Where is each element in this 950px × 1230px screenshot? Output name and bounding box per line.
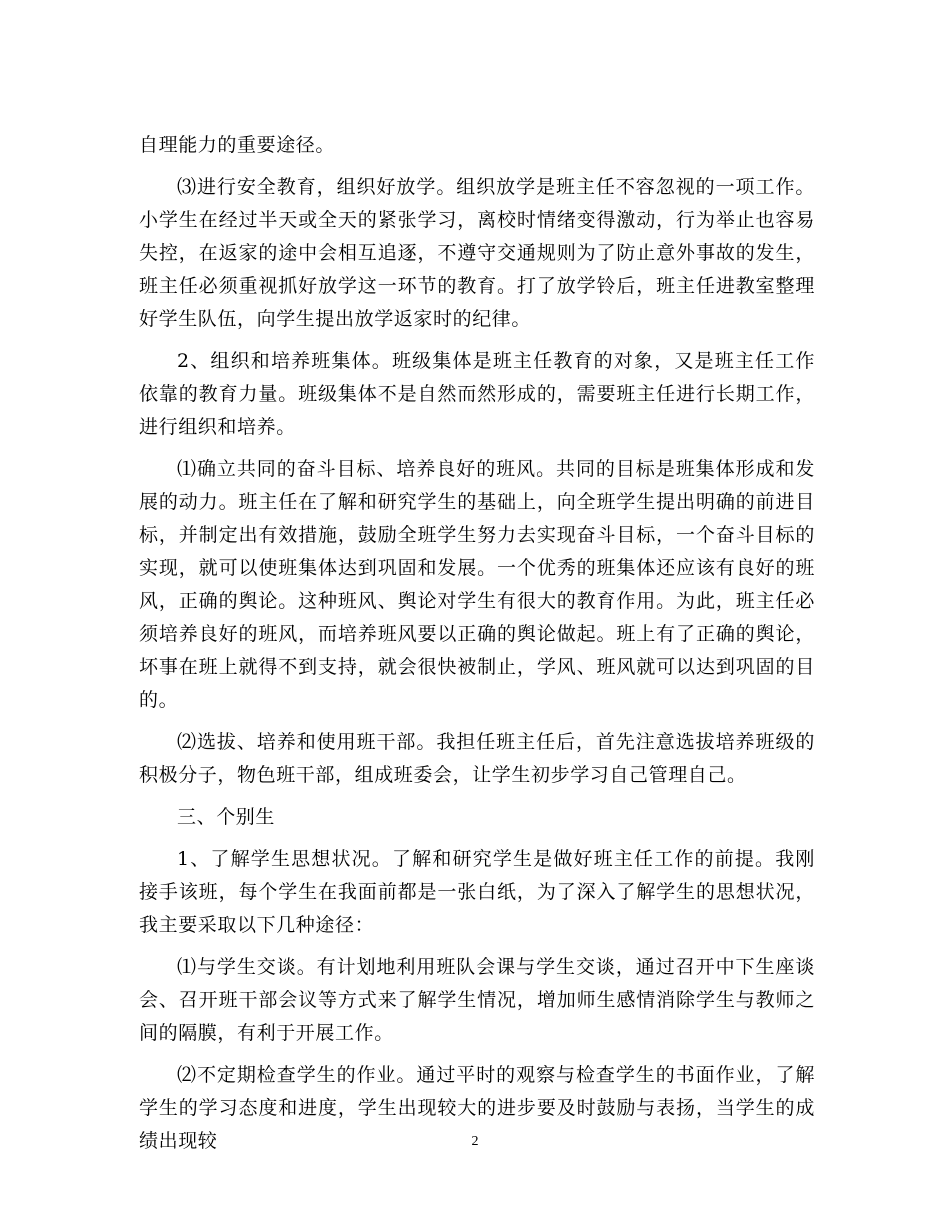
paragraph-5: ⑵选拔、培养和使用班干部。我担任班主任后，首先注意选拔培养班级的积极分子，物色班干部，组成班委会，让学生初步学习自己管理自己。 <box>139 731 815 786</box>
document-body <box>139 129 815 1167</box>
paragraph-8: ⑴与学生交谈。有计划地利用班队会课与学生交谈，通过召开中下生座谈会、召开班干部会议等方式来了解学生情况，增加师生感情消除学生与教师之间的隔膜，有利于开展工作。 <box>139 956 815 1044</box>
paragraph-1: 自理能力的重要途径。 <box>139 134 336 156</box>
section-heading: 三、个别生 <box>177 806 276 828</box>
paragraph-2: ⑶进行安全教育，组织好放学。组织放学是班主任不容忽视的一项工作。小学生在经过半天或全天的紧张学习，离校时情绪变得激动，行为举止也容易失控，在返家的途中会相互追逐，不遵守交通规则为了防止意外事故的发生，班主任必须重视抓好放学这一环节的教育。打了放学铃后，班主任进教室整理好学生队伍，向学生提出放学返家时的纪律。 <box>139 176 815 330</box>
paragraph-4: ⑴确立共同的奋斗目标、培养良好的班风。共同的目标是班集体形成和发展的动力。班主任在了解和研究学生的基础上，向全班学生提出明确的前进目标，并制定出有效措施，鼓励全班学生努力去实现奋斗目标，一个奋斗目标的实现，就可以使班集体达到巩固和发展。一个优秀的班集体还应该有良好的班风，正确的舆论。这种班风、舆论对学生有很大的教育作用。为此，班主任必须培养良好的班风，而培养班风要以正确的舆论做起。班上有了正确的舆论，坏事在班上就得不到支持，就会很快被制止，学风、班风就可以达到巩固的目的。 <box>139 458 815 711</box>
page-number: 2 <box>471 1134 479 1149</box>
paragraph-9: ⑵不定期检查学生的作业。通过平时的观察与检查学生的书面作业，了解学生的学习态度和进度，学生出现较大的进步要及时鼓励与表扬，当学生的成绩出现较 <box>139 1064 815 1152</box>
paragraph-7: 1、了解学生思想状况。了解和研究学生是做好班主任工作的前提。我刚接手该班，每个学生在我面前都是一张白纸，为了深入了解学生的思想状况，我主要采取以下几种途径： <box>139 848 815 936</box>
paragraph-3: 2、组织和培养班集体。班级集体是班主任教育的对象，又是班主任工作依靠的教育力量。班级集体不是自然而然形成的，需要班主任进行长期工作，进行组织和培养。 <box>139 350 815 438</box>
